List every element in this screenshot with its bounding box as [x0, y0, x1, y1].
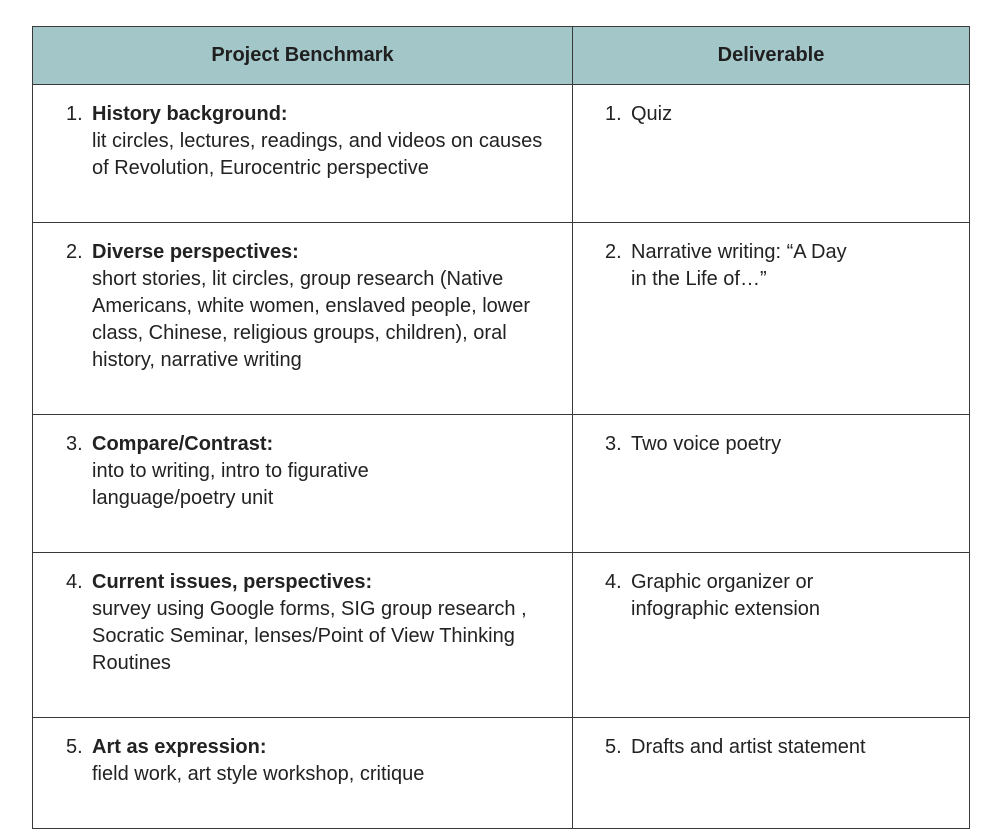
benchmark-detail: survey using Google forms, SIG group research , Socratic Seminar, lenses/Point of View Thinking Routines	[92, 598, 527, 674]
benchmark-title: Current issues, perspectives:	[92, 571, 373, 593]
benchmark-title: Diverse perspectives:	[92, 241, 299, 263]
deliverable-text: Two voice poetry	[631, 433, 782, 455]
benchmark-number: 2.	[66, 241, 83, 263]
header-deliverable: Deliverable	[573, 27, 970, 85]
benchmark-detail: short stories, lit circles, group research (Native Americans, white women, enslaved people, lower class, Chinese, religious groups, children), oral history, narrative writing	[92, 268, 530, 371]
benchmark-cell	[33, 85, 573, 223]
deliverable-cell	[573, 85, 970, 223]
benchmark-cell	[33, 223, 573, 415]
deliverable-number: 3.	[605, 433, 622, 455]
benchmark-title: Art as expression:	[92, 736, 267, 758]
table-row	[33, 85, 970, 223]
benchmark-number: 1.	[66, 103, 83, 125]
table-row	[33, 223, 970, 415]
deliverable-number: 4.	[605, 571, 622, 593]
header-benchmark: Project Benchmark	[33, 27, 573, 85]
table-row	[33, 415, 970, 553]
header-row	[33, 27, 970, 85]
table-row	[33, 553, 970, 718]
deliverable-text: Graphic organizer or infographic extension	[631, 571, 821, 620]
deliverable-text: Quiz	[631, 103, 673, 125]
table-row	[33, 718, 970, 829]
benchmark-number: 5.	[66, 736, 83, 758]
deliverable-number: 5.	[605, 736, 622, 758]
benchmark-detail: field work, art style workshop, critique	[92, 763, 425, 785]
benchmark-number: 4.	[66, 571, 83, 593]
deliverable-cell	[573, 223, 970, 415]
deliverable-number: 2.	[605, 241, 622, 263]
benchmark-cell	[33, 553, 573, 718]
benchmark-title: Compare/Contrast:	[92, 433, 274, 455]
deliverable-cell	[573, 553, 970, 718]
benchmark-detail: into to writing, intro to figurative language/poetry unit	[92, 460, 369, 509]
deliverable-text: Narrative writing: “A Day in the Life of…”	[631, 241, 847, 290]
benchmark-cell	[33, 718, 573, 829]
benchmark-detail: lit circles, lectures, readings, and videos on causes of Revolution, Eurocentric perspective	[92, 130, 543, 179]
benchmark-table	[32, 26, 970, 829]
deliverable-cell	[573, 415, 970, 553]
benchmark-title: History background:	[92, 103, 288, 125]
deliverable-cell	[573, 718, 970, 829]
benchmark-cell	[33, 415, 573, 553]
deliverable-number: 1.	[605, 103, 622, 125]
benchmark-number: 3.	[66, 433, 83, 455]
deliverable-text: Drafts and artist statement	[631, 736, 866, 758]
